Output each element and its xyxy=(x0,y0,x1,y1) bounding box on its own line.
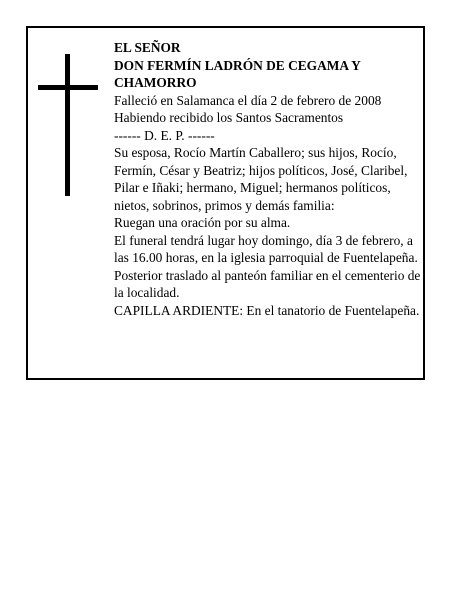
sacraments-statement: Habiendo recibido los Santos Sacramentos xyxy=(114,110,344,125)
family-list: Su esposa, Rocío Martín Caballero; sus hijos, Rocío, Fermín, César y Beatriz; hijos políticos, José, Claribel, Pilar e Iñaki; hermano, Miguel; hermanos políticos, nietos, sobrinos, primos y demás familia: xyxy=(114,145,408,213)
obituary-notice xyxy=(26,26,425,380)
obituary-text xyxy=(114,39,424,319)
chapel-details: CAPILLA ARDIENTE: En el tanatorio de Fuentelapeña. xyxy=(114,302,420,318)
death-statement: Falleció en Salamanca el día 2 de febrero de 2008 xyxy=(114,92,382,108)
cross-icon xyxy=(65,54,70,196)
prayer-request: Ruegan una oración por su alma. xyxy=(114,215,291,230)
funeral-details: El funeral tendrá lugar hoy domingo, día 3 de febrero, a las 16.00 horas, en la iglesia parroquial de Fuentelapeña. Posterior traslado al panteón familiar en el cementerio de la localidad. xyxy=(114,232,421,300)
deceased-name: DON FERMÍN LADRÓN DE CEGAMA Y CHAMORRO xyxy=(114,57,361,90)
rip-line: ------ D. E. P. ------ xyxy=(114,127,215,143)
title-line-1: EL SEÑOR xyxy=(114,40,181,55)
cross-icon-bar xyxy=(38,85,98,90)
